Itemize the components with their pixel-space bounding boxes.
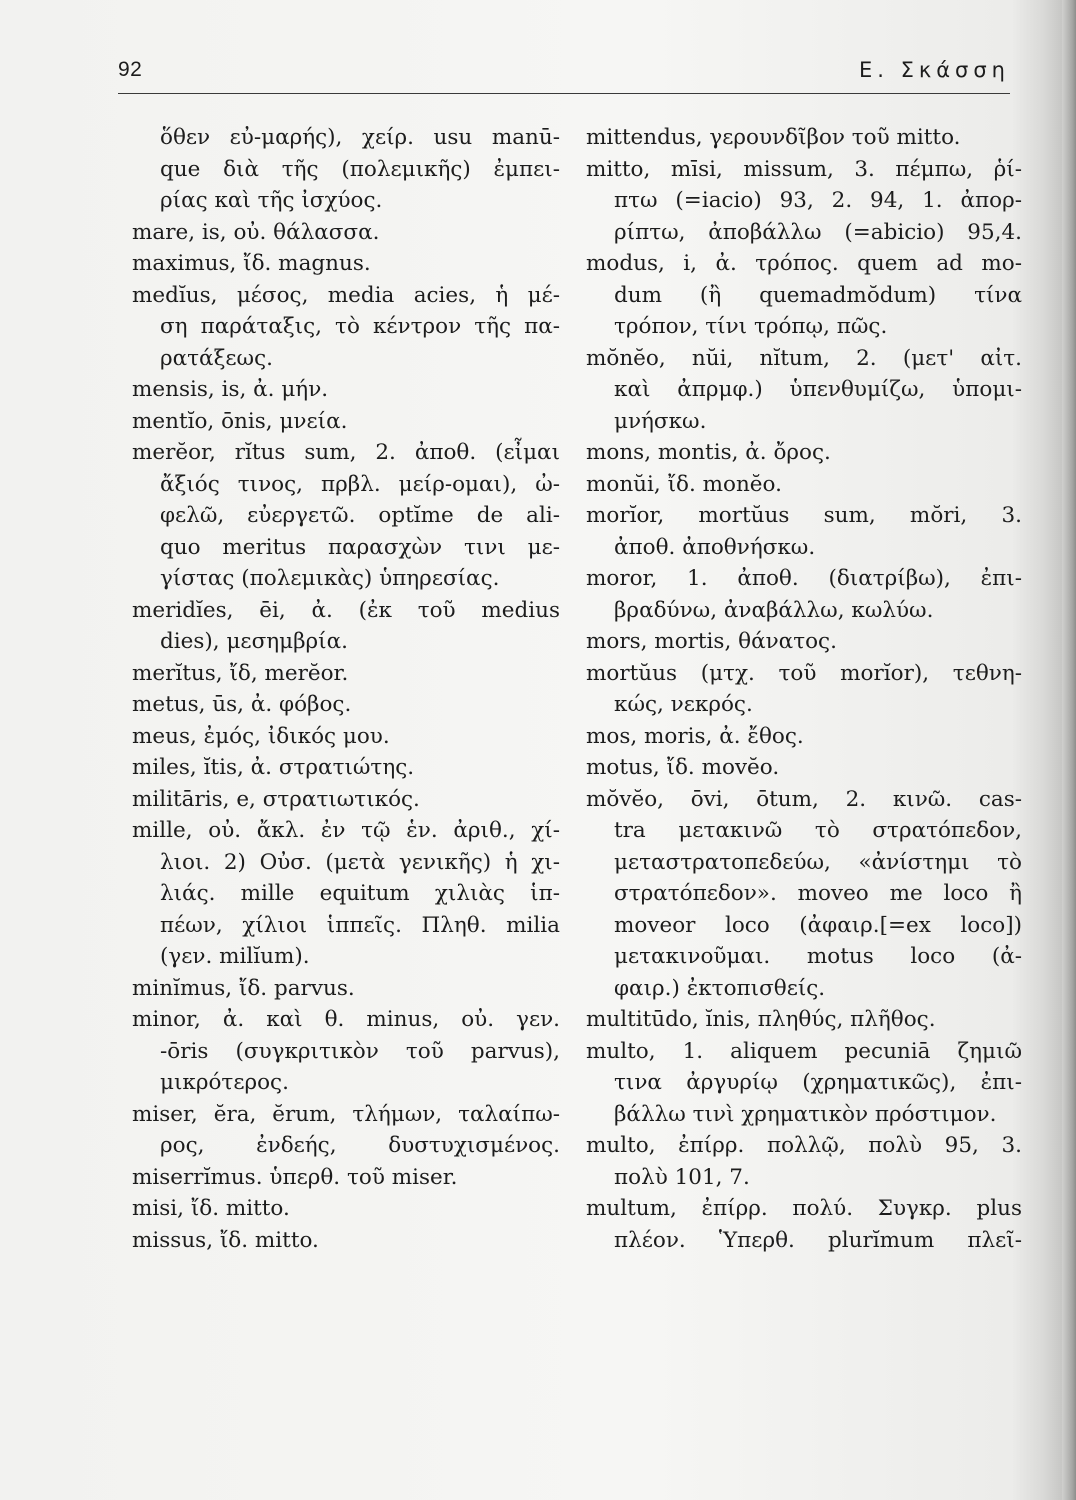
entry-line: mons, montis, ἀ. ὄρος. xyxy=(586,440,831,465)
entry-line: -ōris (συγκριτικὸν τοῦ parvus), xyxy=(160,1038,560,1064)
entry-line: ἀποθ. ἀποθνήσκω. xyxy=(614,534,816,560)
entry-line: λιάς. mille equitum χιλιὰς ἱπ- xyxy=(160,881,560,906)
page-edge-shadow xyxy=(1062,0,1076,1500)
entry-line: λιοι. 2) Οὐσ. (μετὰ γενικῆς) ἡ χι- xyxy=(160,849,560,875)
entry-line: dies), μεσημβρία. xyxy=(160,629,348,654)
entry-line: ὅθεν εὐ-μαρής), χείρ. usu manū- xyxy=(160,125,560,150)
entry-line: quo meritus παρασχὼν τινι με- xyxy=(160,534,560,560)
entry-line: missus, ἴδ. mitto. xyxy=(132,1227,319,1253)
entry-line: ρατάξεως. xyxy=(160,345,273,371)
entry-line: maximus, ἴδ. magnus. xyxy=(132,251,371,276)
entry-line: γίστας (πολεμικὰς) ὑπηρεσίας. xyxy=(160,566,500,591)
entry-line: moveor loco (ἀφαιρ.[=ex loco]) xyxy=(614,912,1022,938)
entry-line: μικρότερος. xyxy=(160,1070,289,1095)
entry-line: miser, ĕra, ĕrum, τλήμων, ταλαίπω- xyxy=(132,1101,560,1127)
entry-line: multitūdo, ĭnis, πληθύς, πλῆθος. xyxy=(586,1007,936,1032)
header-rule xyxy=(118,93,1010,94)
entry-line: στρατόπεδον». moveo me loco ἢ xyxy=(614,881,1022,906)
entry-line: mŏnĕo, nŭi, nĭtum, 2. (μετ' αἰτ. xyxy=(586,345,1022,371)
entry-line: κώς, νεκρός. xyxy=(614,692,753,717)
entry-line: minĭmus, ἴδ. parvus. xyxy=(132,975,355,1001)
entry-line: miserrĭmus. ὑπερθ. τοῦ miser. xyxy=(132,1164,458,1190)
entry-line: misi, ἴδ. mitto. xyxy=(132,1196,290,1221)
entry-line: τινα ἀργυρίῳ (χρηματικῶς), ἐπι- xyxy=(614,1070,1022,1095)
page-number: 92 xyxy=(118,58,143,81)
entry-line: monŭi, ἴδ. monĕo. xyxy=(586,471,782,497)
entry-line: μετακινοῦμαι. motus loco (ἀ- xyxy=(614,944,1022,969)
entry-line: φελῶ, εὐεργετῶ. optĭme de ali- xyxy=(160,503,560,528)
entry-line: πολὺ 101, 7. xyxy=(614,1164,750,1190)
entry-line: πλέον. Ὑπερθ. plurĭmum πλεῖ- xyxy=(614,1227,1022,1253)
running-title: Ε. Σκάσση xyxy=(858,58,1010,82)
entry-line: meridĭes, ēi, ἀ. (ἐκ τοῦ medius xyxy=(132,597,560,623)
entry-line: minor, ἀ. καὶ θ. minus, οὐ. γεν. xyxy=(132,1007,560,1032)
entry-line: ἄξιός τινος, πρβλ. μείρ-ομαι), ὠ- xyxy=(160,471,560,497)
entry-line: medĭus, μέσος, media acies, ἡ μέ- xyxy=(132,282,560,308)
entry-line: multo, 1. aliquem pecuniā ζημιῶ xyxy=(586,1038,1022,1064)
entry-line: μνήσκω. xyxy=(614,408,707,434)
entry-line: dum (ἢ quemadmŏdum) τίνα xyxy=(614,282,1022,308)
entry-line: mentĭo, ōnis, μνεία. xyxy=(132,408,348,434)
entry-line: merĭtus, ἴδ, merĕor. xyxy=(132,660,349,686)
entry-line: moror, 1. ἀποθ. (διατρίβω), ἐπι- xyxy=(586,566,1022,591)
entry-line: ρίας καὶ τῆς ἰσχύος. xyxy=(160,188,383,213)
entry-line: mos, moris, ἀ. ἔθος. xyxy=(586,723,804,749)
entry-line: ρος, ἐνδεής, δυστυχισμένος. xyxy=(160,1133,560,1158)
entry-line: (γεν. milĭum). xyxy=(160,944,310,969)
entry-line: miles, ĭtis, ἀ. στρατιώτης. xyxy=(132,755,415,780)
entry-line: militāris, e, στρατιωτικός. xyxy=(132,786,420,812)
entry-line: πέων, χίλιοι ἱππεῖς. Πληθ. milia xyxy=(160,912,560,938)
entry-line: καὶ ἀπρμφ.) ὑπενθυμίζω, ὑπομι- xyxy=(614,377,1022,402)
entry-line: mittendus, γερουνδῖβον τοῦ mitto. xyxy=(586,125,961,150)
entry-line: modus, i, ἀ. τρόπος. quem ad mo- xyxy=(586,251,1022,276)
entry-line: φαιρ.) ἐκτοπισθείς. xyxy=(614,975,826,1001)
entry-line: τρόπον, τίνι τρόπῳ, πῶς. xyxy=(614,314,888,339)
entry-line: μεταστρατοπεδεύω, «ἀνίστημι τὸ xyxy=(614,849,1022,875)
entry-line: ρίπτω, ἀποβάλλω (=abicio) 95,4. xyxy=(614,219,1022,245)
entry-line: βάλλω τινὶ χρηματικὸν πρόστιμον. xyxy=(614,1101,997,1127)
entry-line: morĭor, mortŭus sum, mŏri, 3. xyxy=(586,503,1022,528)
left-column xyxy=(132,122,560,1256)
entry-line: mille, οὐ. ἄκλ. ἐν τῷ ἑν. ἀριθ., χί- xyxy=(132,818,560,843)
entry-line: mortŭus (μτχ. τοῦ morĭor), τεθνη- xyxy=(586,660,1022,686)
entry-line: mensis, is, ἀ. μήν. xyxy=(132,377,329,402)
entry-line: multum, ἐπίρρ. πολύ. Συγκρ. plus xyxy=(586,1196,1022,1221)
right-column xyxy=(586,122,1022,1256)
entry-line: πτω (=iacio) 93, 2. 94, 1. ἀπορ- xyxy=(614,188,1022,213)
entry-line: meus, ἐμός, ἰδικός μου. xyxy=(132,723,390,749)
entry-line: mare, is, οὐ. θάλασσα. xyxy=(132,219,380,245)
entry-line: tra μετακινῶ τὸ στρατόπεδον, xyxy=(614,818,1022,843)
entry-line: que διὰ τῆς (πολεμικῆς) ἐμπει- xyxy=(160,156,560,182)
entry-line: merĕor, rĭtus sum, 2. ἀποθ. (εἶμαι xyxy=(132,440,560,465)
entry-line: metus, ūs, ἀ. φόβος. xyxy=(132,692,352,717)
entry-line: βραδύνω, ἀναβάλλω, κωλύω. xyxy=(614,597,934,623)
entry-line: mitto, mīsi, missum, 3. πέμπω, ῥί- xyxy=(586,156,1022,182)
entry-line: mors, mortis, θάνατος. xyxy=(586,629,837,654)
page-header xyxy=(118,58,1010,94)
entry-line: multo, ἐπίρρ. πολλῷ, πολὺ 95, 3. xyxy=(586,1133,1022,1158)
entry-line: mŏvĕo, ōvi, ōtum, 2. κινῶ. cas- xyxy=(586,786,1022,812)
entry-line: motus, ἴδ. movĕo. xyxy=(586,755,780,780)
entry-line: ση παράταξις, τὸ κέντρον τῆς πα- xyxy=(160,314,560,339)
